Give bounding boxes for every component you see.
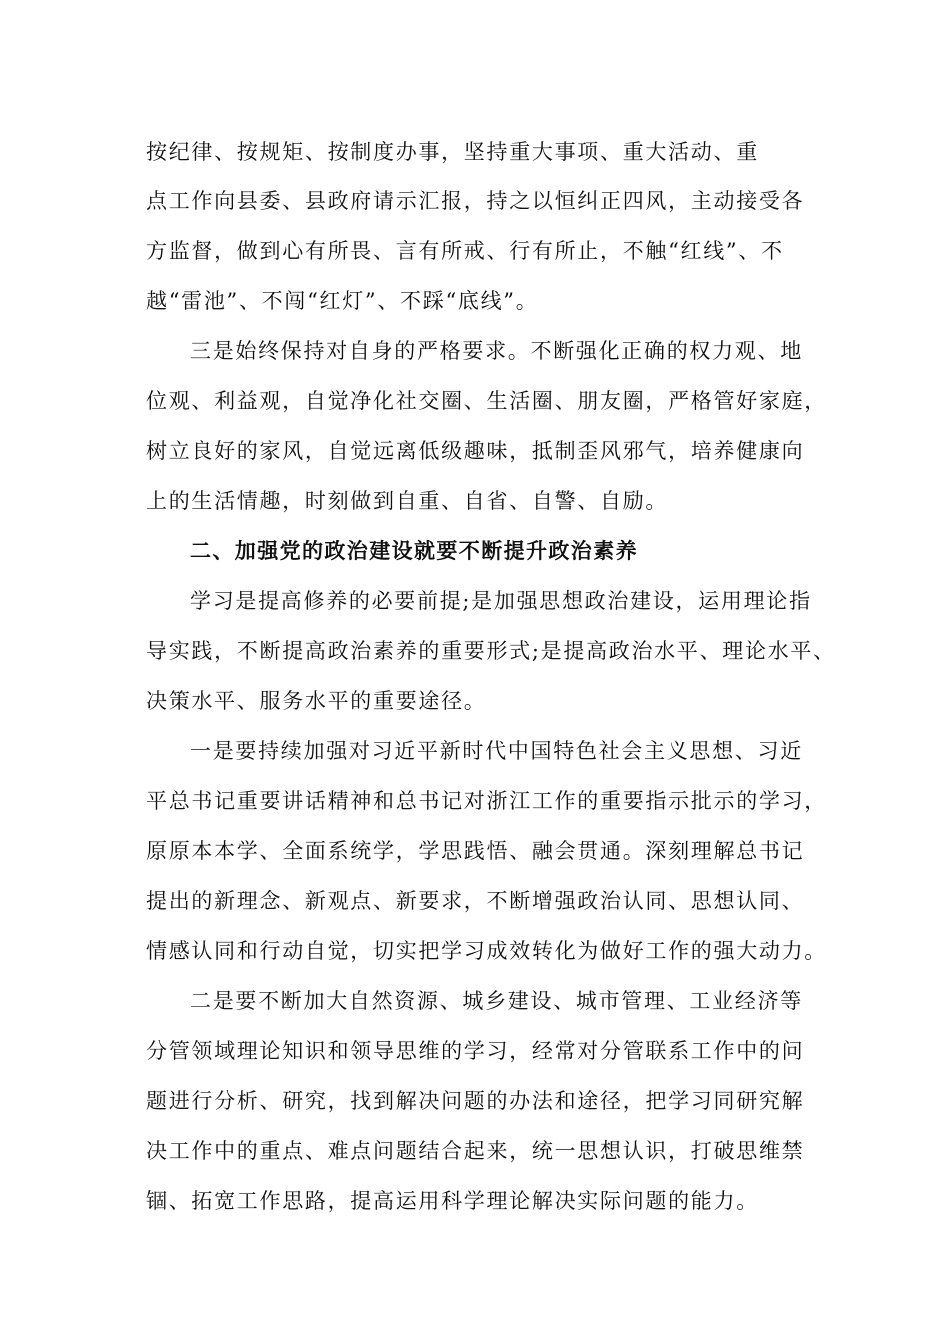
point-2-line-1: 二是要不断加大自然资源、城乡建设、城市管理、工业经济等 [190, 989, 803, 1013]
point-1-line-5: 情感认同和行动自觉，切实把学习成效转化为做好工作的强大动力。 [146, 939, 827, 963]
point-1-line-4: 提出的新理念、新观点、新要求，不断增强政治认同、思想认同、 [146, 889, 805, 913]
point-2-line-5: 锢、拓宽工作思路，提高运用科学理论解决实际问题的能力。 [146, 1189, 759, 1213]
point-2-line-3: 题进行分析、研究，找到解决问题的办法和途径，把学习同研究解 [146, 1089, 805, 1113]
point-2-line-4: 决工作中的重点、难点问题结合起来，统一思想认识，打破思维禁 [146, 1139, 805, 1163]
paragraph-3-line-4: 上的生活情趣，时刻做到自重、自省、自警、自励。 [146, 489, 669, 513]
point-1-line-2: 平总书记重要讲话精神和总书记对浙江工作的重要指示批示的学习， [146, 789, 827, 813]
intro-line-2: 导实践，不断提高政治素养的重要形式;是提高政治水平、理论水平、 [146, 639, 836, 663]
text-line-1: 按纪律、按规矩、按制度办事，坚持重大事项、重大活动、重 [146, 140, 759, 164]
intro-line-3: 决策水平、服务水平的重要途径。 [146, 689, 487, 713]
point-2-line-2: 分管领域理论知识和领导思维的学习，经常对分管联系工作中的问 [146, 1039, 805, 1063]
paragraph-3-line-3: 树立良好的家风，自觉远离低级趣味，抵制歪风邪气，培养健康向 [146, 439, 805, 463]
section-heading: 二、加强党的政治建设就要不断提升政治素养 [190, 538, 638, 563]
point-1-line-1: 一是要持续加强对习近平新时代中国特色社会主义思想、习近 [190, 739, 803, 763]
intro-line-1: 学习是提高修养的必要前提;是加强思想政治建设，运用理论指 [190, 589, 812, 613]
text-line-2: 点工作向县委、县政府请示汇报，持之以恒纠正四风，主动接受各 [146, 189, 805, 213]
text-line-3: 方监督，做到心有所畏、言有所戒、行有所止，不触“红线”、不 [146, 239, 784, 263]
point-1-line-3: 原原本本学、全面系统学，学思践悟、融会贯通。深刻理解总书记 [146, 839, 805, 863]
paragraph-3-line-2: 位观、利益观，自觉净化社交圈、生活圈、朋友圈，严格管好家庭， [146, 389, 827, 413]
paragraph-3-line-1: 三是始终保持对自身的严格要求。不断强化正确的权力观、地 [190, 339, 803, 363]
text-line-4: 越“雷池”、不闯“红灯”、不踩“底线”。 [146, 289, 539, 313]
